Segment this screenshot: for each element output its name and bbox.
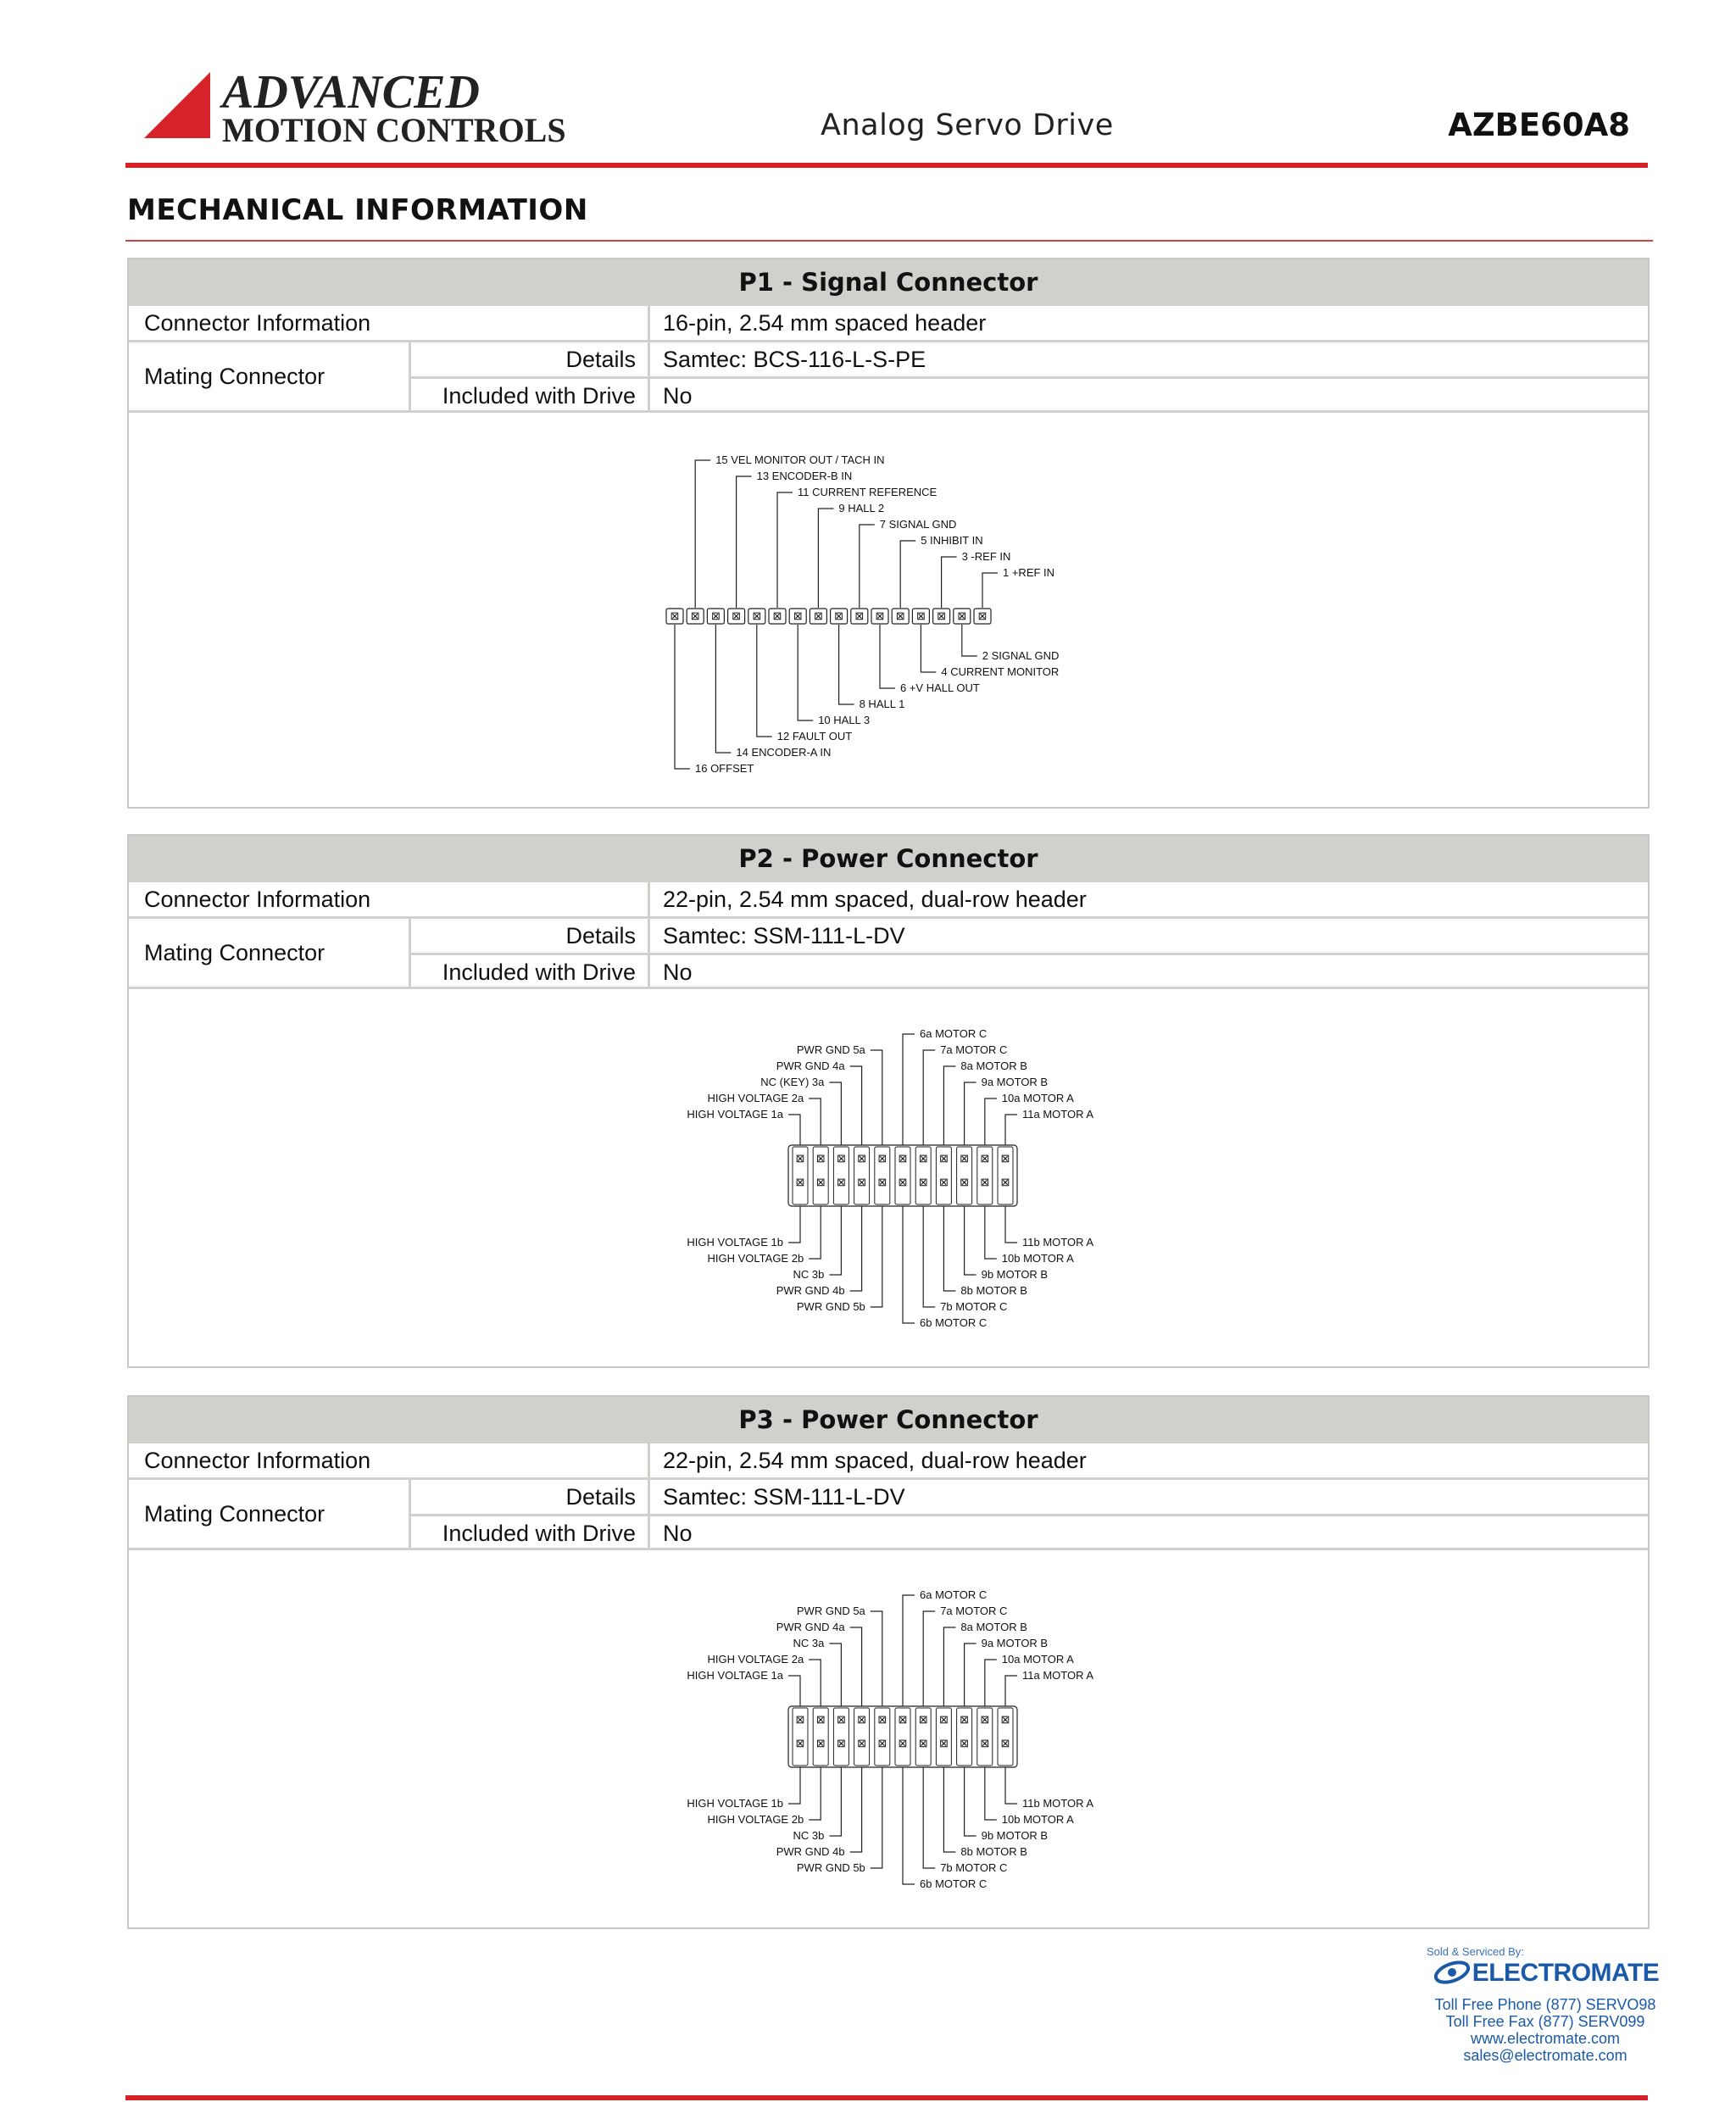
pin-leader	[943, 1206, 955, 1291]
pin-label: 14 ENCODER-A IN	[736, 746, 832, 759]
section-rule	[125, 240, 1653, 242]
pin-mark: ⊠	[980, 1737, 990, 1749]
pin-mark: ⊠	[815, 1737, 826, 1749]
connector-info-value: 22-pin, 2.54 mm spaced, dual-row header	[663, 887, 1087, 912]
pin-label: PWR GND 4b	[776, 1284, 845, 1297]
pin-label: PWR GND 5a	[796, 1043, 865, 1056]
pin-leader	[871, 1611, 882, 1706]
pin-mark: ⊠	[834, 609, 844, 622]
pin-mark: ⊠	[980, 1176, 990, 1188]
connector-p2-table	[127, 834, 1650, 1368]
pin-label: 6a MOTOR C	[920, 1027, 988, 1040]
pin-mark: ⊠	[795, 1176, 805, 1188]
pin-label: 7a MOTOR C	[940, 1605, 1008, 1617]
pin-mark: ⊠	[836, 1713, 846, 1726]
pinout-svg	[129, 989, 1648, 1371]
pin-mark: ⊠	[898, 1737, 908, 1749]
pin-leader	[809, 1660, 821, 1706]
logo-brand-line2: MOTION CONTROLS	[222, 111, 566, 148]
pin-mark: ⊠	[732, 609, 742, 622]
pin-leader	[695, 460, 710, 608]
pin-mark: ⊠	[795, 1737, 805, 1749]
mating-connector-row	[129, 340, 1648, 410]
pin-leader	[923, 1050, 935, 1145]
pin-label: 8a MOTOR B	[960, 1060, 1027, 1072]
connector-title: P1 - Signal Connector	[129, 259, 1648, 303]
pin-mark: ⊠	[1000, 1176, 1010, 1188]
pinout-svg	[129, 413, 1648, 811]
pin-leader	[675, 625, 690, 769]
pin-label: 9a MOTOR B	[981, 1637, 1049, 1649]
pin-leader	[903, 1206, 915, 1323]
electromate-logo-icon	[1432, 1960, 1472, 1984]
pin-leader	[777, 492, 793, 608]
connector-title: P3 - Power Connector	[129, 1397, 1648, 1441]
pin-leader	[809, 1206, 821, 1259]
pin-leader	[900, 541, 915, 608]
pin-leader	[850, 1066, 862, 1145]
pin-leader	[1005, 1767, 1017, 1804]
pin-label: NC (KEY) 3a	[760, 1076, 825, 1088]
pin-leader	[871, 1050, 882, 1145]
included-value: No	[663, 959, 693, 985]
electromate-badge	[1418, 1945, 1672, 2064]
pin-label: 11b MOTOR A	[1022, 1797, 1094, 1810]
pin-mark: ⊠	[795, 1713, 805, 1726]
pin-label: 5 INHIBIT IN	[921, 534, 983, 547]
included-label: Included with Drive	[442, 383, 636, 409]
toll-free-fax: Toll Free Fax (877) SERV099	[1445, 2013, 1645, 2030]
pin-leader	[809, 1098, 821, 1145]
pin-mark: ⊠	[877, 1152, 887, 1165]
pinout-diagram-p3	[129, 1548, 1648, 1932]
pin-leader	[921, 625, 936, 672]
pin-leader	[829, 1206, 841, 1275]
pin-leader	[903, 1595, 915, 1706]
sold-by-label: Sold & Serviced By:	[1427, 1945, 1524, 1958]
pin-label: 3 -REF IN	[961, 550, 1011, 563]
pin-mark: ⊠	[752, 609, 762, 622]
pin-mark: ⊠	[836, 1737, 846, 1749]
pin-label: 8 HALL 1	[859, 698, 905, 710]
included-value: No	[663, 1521, 693, 1546]
pin-mark: ⊠	[1000, 1152, 1010, 1165]
pin-mark: ⊠	[898, 1152, 908, 1165]
pin-mark: ⊠	[875, 609, 885, 622]
logo-brand-line1: ADVANCED	[222, 66, 480, 119]
pin-label: 2 SIGNAL GND	[982, 649, 1060, 662]
pin-leader	[788, 1767, 800, 1804]
pin-label: 10a MOTOR A	[1001, 1092, 1074, 1104]
pin-mark: ⊠	[690, 609, 700, 622]
pin-label: 9b MOTOR B	[981, 1268, 1049, 1281]
pin-mark: ⊠	[895, 609, 905, 622]
pin-mark: ⊠	[793, 609, 803, 622]
pin-mark: ⊠	[813, 609, 823, 622]
pin-label: HIGH VOLTAGE 1b	[687, 1797, 783, 1810]
pin-leader	[985, 1206, 997, 1259]
pin-leader	[965, 1206, 976, 1275]
pin-leader	[1005, 1206, 1017, 1243]
connector-title: P2 - Power Connector	[129, 836, 1648, 880]
pin-mark: ⊠	[960, 1152, 970, 1165]
pin-leader	[943, 1767, 955, 1852]
pin-label: 10 HALL 3	[818, 714, 871, 726]
pin-mark: ⊠	[915, 609, 926, 622]
pin-label: NC 3b	[793, 1268, 825, 1281]
mating-connector-row	[129, 916, 1648, 987]
website-link[interactable]: www.electromate.com	[1470, 2030, 1621, 2047]
included-label: Included with Drive	[442, 959, 636, 985]
pin-label: 7 SIGNAL GND	[879, 518, 957, 531]
pin-label: HIGH VOLTAGE 2b	[707, 1252, 804, 1265]
pin-leader	[829, 1767, 841, 1836]
pin-label: 10b MOTOR A	[1001, 1813, 1074, 1826]
mating-connector-label: Mating Connector	[144, 364, 326, 389]
pin-label: 10a MOTOR A	[1001, 1653, 1074, 1666]
details-label: Details	[565, 923, 636, 948]
pin-label: 16 OFFSET	[695, 762, 754, 775]
pin-leader	[985, 1767, 997, 1820]
pin-mark: ⊠	[877, 1737, 887, 1749]
pin-leader	[871, 1206, 882, 1307]
pin-label: 4 CURRENT MONITOR	[941, 665, 1060, 678]
pin-mark: ⊠	[938, 1152, 949, 1165]
pin-mark: ⊠	[960, 1713, 970, 1726]
pin-label: 15 VEL MONITOR OUT / TACH IN	[715, 453, 885, 466]
pin-leader	[788, 1206, 800, 1243]
pin-label: 7b MOTOR C	[940, 1300, 1008, 1313]
pin-label: 6b MOTOR C	[920, 1877, 988, 1890]
pin-mark: ⊠	[857, 1152, 867, 1165]
pin-label: NC 3a	[793, 1637, 825, 1649]
pin-label: 11 CURRENT REFERENCE	[798, 486, 938, 498]
included-label: Included with Drive	[442, 1521, 636, 1546]
connector-info-value: 22-pin, 2.54 mm spaced, dual-row header	[663, 1448, 1087, 1473]
pin-mark: ⊠	[898, 1713, 908, 1726]
pin-mark: ⊠	[877, 1713, 887, 1726]
pin-label: 7a MOTOR C	[940, 1043, 1008, 1056]
pin-leader	[1005, 1115, 1017, 1145]
pin-mark: ⊠	[857, 1176, 867, 1188]
connector-info-row	[129, 1441, 1648, 1477]
pin-mark: ⊠	[980, 1713, 990, 1726]
pin-leader	[871, 1767, 882, 1868]
pin-label: 8b MOTOR B	[960, 1845, 1027, 1858]
connector-p1-table	[127, 258, 1650, 809]
pin-leader	[903, 1034, 915, 1145]
pin-mark: ⊠	[1000, 1713, 1010, 1726]
pin-label: 11a MOTOR A	[1022, 1108, 1094, 1121]
pin-mark: ⊠	[898, 1176, 908, 1188]
pin-label: PWR GND 5b	[796, 1861, 865, 1874]
pin-leader	[850, 1206, 862, 1291]
pin-mark: ⊠	[918, 1176, 928, 1188]
mating-connector-label: Mating Connector	[144, 940, 326, 965]
details-label: Details	[565, 347, 636, 372]
pin-leader	[818, 509, 833, 608]
pin-leader	[788, 1115, 800, 1145]
pin-label: PWR GND 4b	[776, 1845, 845, 1858]
pin-label: 8a MOTOR B	[960, 1621, 1027, 1633]
pin-label: 12 FAULT OUT	[776, 730, 853, 742]
connector-info-label: Connector Information	[144, 310, 371, 336]
pin-label: 9a MOTOR B	[981, 1076, 1049, 1088]
pinout-diagram-p2	[129, 987, 1648, 1371]
included-value: No	[663, 383, 693, 409]
pinout-diagram-p1	[129, 410, 1648, 811]
pin-label: 6b MOTOR C	[920, 1316, 988, 1329]
pin-label: 7b MOTOR C	[940, 1861, 1008, 1874]
pin-mark: ⊠	[937, 609, 947, 622]
pin-leader	[923, 1767, 935, 1868]
pin-leader	[943, 1066, 955, 1145]
pin-label: 13 ENCODER-B IN	[756, 470, 853, 482]
pin-mark: ⊠	[938, 1176, 949, 1188]
pin-label: 11a MOTOR A	[1022, 1669, 1094, 1682]
pin-label: NC 3b	[793, 1829, 825, 1842]
pin-leader	[829, 1082, 841, 1145]
pin-mark: ⊠	[938, 1737, 949, 1749]
pin-leader	[850, 1627, 862, 1706]
pin-label: 9b MOTOR B	[981, 1829, 1049, 1842]
connector-info-row	[129, 880, 1648, 916]
pin-mark: ⊠	[710, 609, 721, 622]
pin-mark: ⊠	[854, 609, 865, 622]
pin-label: PWR GND 5a	[796, 1605, 865, 1617]
pin-label: HIGH VOLTAGE 2a	[707, 1092, 804, 1104]
pinout-svg	[129, 1550, 1648, 1932]
pin-leader	[850, 1767, 862, 1852]
details-value: Samtec: BCS-116-L-S-PE	[663, 347, 926, 372]
connector-info-value: 16-pin, 2.54 mm spaced header	[663, 310, 987, 336]
pin-mark: ⊠	[918, 1152, 928, 1165]
pin-mark: ⊠	[918, 1713, 928, 1726]
pin-leader	[942, 557, 957, 608]
connector-info-label: Connector Information	[144, 1448, 371, 1473]
pin-mark: ⊠	[815, 1713, 826, 1726]
pin-leader	[903, 1767, 915, 1884]
pin-label: PWR GND 4a	[776, 1060, 845, 1072]
pin-leader	[985, 1660, 997, 1706]
pin-leader	[798, 625, 813, 720]
pin-label: PWR GND 5b	[796, 1300, 865, 1313]
pin-leader	[943, 1627, 955, 1706]
electromate-name: ELECTROMATE	[1418, 1959, 1672, 1988]
footer-divider	[125, 2095, 1648, 2100]
connector-p3-table	[127, 1395, 1650, 1929]
pin-leader	[923, 1611, 935, 1706]
pin-label: 6a MOTOR C	[920, 1588, 988, 1601]
mating-connector-row	[129, 1477, 1648, 1548]
pin-leader	[737, 476, 752, 608]
pin-label: 1 +REF IN	[1003, 566, 1055, 579]
pin-mark: ⊠	[918, 1737, 928, 1749]
pin-leader	[757, 625, 772, 737]
pin-label: HIGH VOLTAGE 2a	[707, 1653, 804, 1666]
pin-leader	[965, 1767, 976, 1836]
pin-label: HIGH VOLTAGE 1a	[687, 1108, 783, 1121]
model-number: AZBE60A8	[1448, 107, 1630, 143]
pin-mark: ⊠	[980, 1152, 990, 1165]
pin-label: 11b MOTOR A	[1022, 1236, 1094, 1249]
pin-mark: ⊠	[836, 1176, 846, 1188]
pin-label: 9 HALL 2	[838, 502, 885, 514]
pin-label: HIGH VOLTAGE 1a	[687, 1669, 783, 1682]
company-logo	[144, 64, 568, 148]
details-value: Samtec: SSM-111-L-DV	[663, 923, 905, 948]
pin-mark: ⊠	[960, 1176, 970, 1188]
pin-mark: ⊠	[877, 1176, 887, 1188]
pin-leader	[839, 625, 854, 704]
header-divider	[125, 163, 1648, 168]
pin-mark: ⊠	[857, 1713, 867, 1726]
pin-leader	[715, 625, 731, 753]
pin-mark: ⊠	[836, 1152, 846, 1165]
pin-leader	[860, 525, 875, 608]
pin-leader	[923, 1206, 935, 1307]
section-title: MECHANICAL INFORMATION	[127, 193, 588, 227]
pin-mark: ⊠	[938, 1713, 949, 1726]
pin-leader	[962, 625, 977, 656]
pin-leader	[985, 1098, 997, 1145]
details-value: Samtec: SSM-111-L-DV	[663, 1484, 905, 1510]
pin-leader	[965, 1643, 976, 1706]
mating-connector-label: Mating Connector	[144, 1501, 326, 1527]
pin-mark: ⊠	[957, 609, 967, 622]
pin-mark: ⊠	[857, 1737, 867, 1749]
pin-label: 10b MOTOR A	[1001, 1252, 1074, 1265]
email-link[interactable]: sales@electromate.com	[1463, 2047, 1628, 2064]
pin-label: HIGH VOLTAGE 1b	[687, 1236, 783, 1249]
pin-leader	[829, 1643, 841, 1706]
pin-mark: ⊠	[977, 609, 988, 622]
pin-mark: ⊠	[815, 1176, 826, 1188]
toll-free-phone: Toll Free Phone (877) SERVO98	[1434, 1996, 1656, 2013]
pin-label: 6 +V HALL OUT	[900, 681, 980, 694]
details-label: Details	[565, 1484, 636, 1510]
pin-mark: ⊠	[772, 609, 782, 622]
pin-mark: ⊠	[815, 1152, 826, 1165]
pin-label: 8b MOTOR B	[960, 1284, 1027, 1297]
connector-info-label: Connector Information	[144, 887, 371, 912]
document-subtitle: Analog Servo Drive	[821, 108, 1114, 142]
connector-info-row	[129, 303, 1648, 340]
pin-label: HIGH VOLTAGE 2b	[707, 1813, 804, 1826]
pin-label: PWR GND 4a	[776, 1621, 845, 1633]
pin-leader	[982, 573, 998, 608]
pin-mark: ⊠	[960, 1737, 970, 1749]
pin-mark: ⊠	[795, 1152, 805, 1165]
pin-leader	[1005, 1676, 1017, 1706]
pin-mark: ⊠	[670, 609, 680, 622]
pin-leader	[880, 625, 895, 688]
pin-leader	[788, 1676, 800, 1706]
pin-mark: ⊠	[1000, 1737, 1010, 1749]
pin-leader	[809, 1767, 821, 1820]
pin-leader	[965, 1082, 976, 1145]
